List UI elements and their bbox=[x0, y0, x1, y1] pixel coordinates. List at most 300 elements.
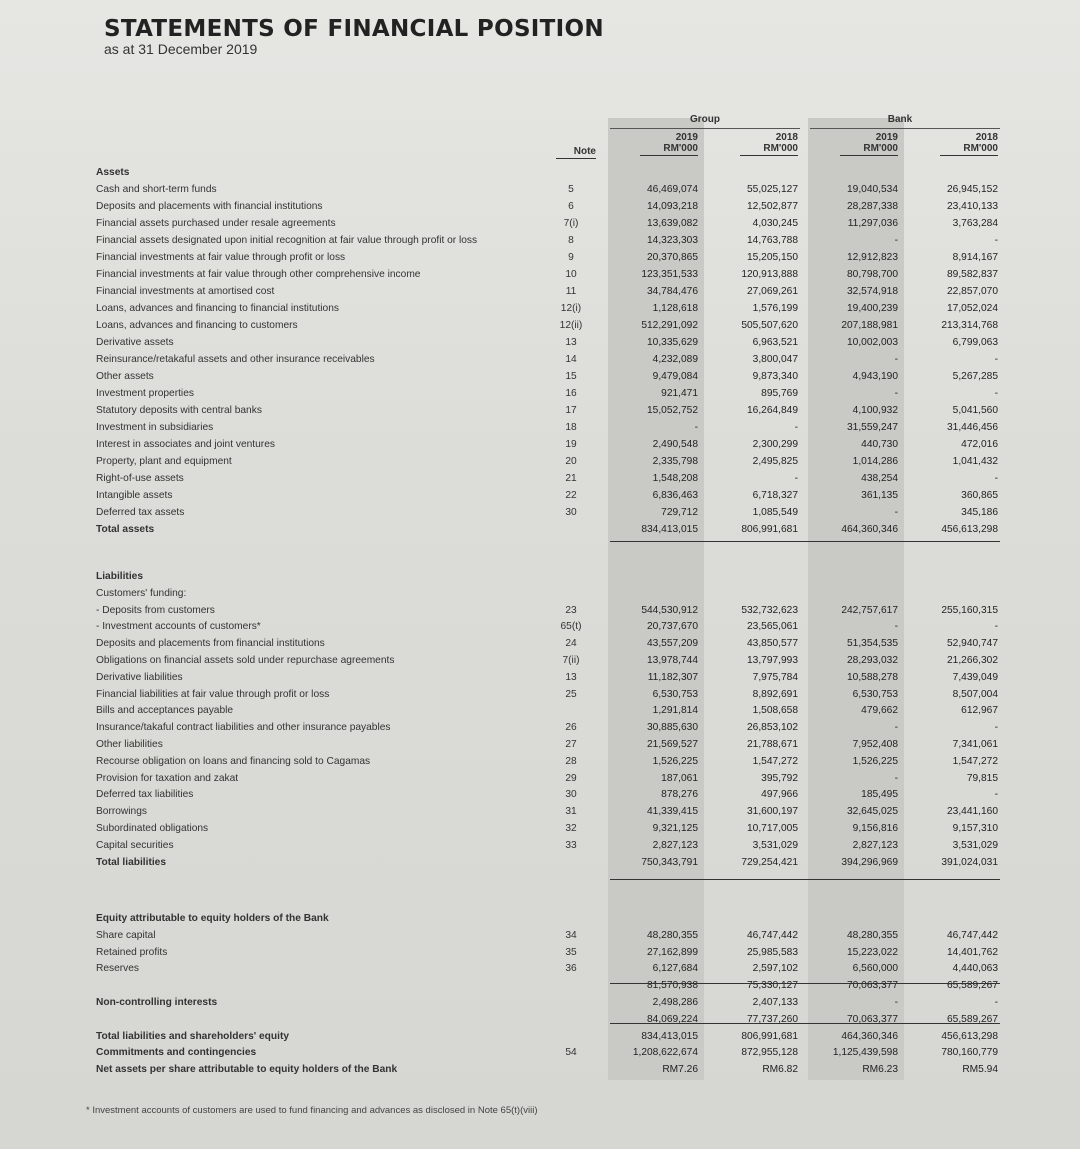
statement-row bbox=[0, 839, 1080, 852]
value-group-2019: 6,127,684 bbox=[652, 963, 698, 975]
value-group-2018: 3,531,029 bbox=[752, 839, 798, 851]
value-group-2018: 31,600,197 bbox=[747, 806, 798, 818]
value-bank-2019: 15,223,022 bbox=[847, 946, 898, 958]
row-label: Total liabilities bbox=[96, 856, 167, 868]
row-label: Total assets bbox=[96, 524, 155, 535]
equity-total-rule bbox=[610, 1023, 1000, 1024]
statement-row bbox=[0, 979, 1080, 992]
value-bank-2018: 1,041,432 bbox=[952, 456, 998, 467]
row-label: Equity attributable to equity holders of the Bank bbox=[96, 913, 329, 924]
value-group-2019: 6,530,753 bbox=[652, 688, 698, 700]
value-group-2018: 77,737,260 bbox=[747, 1013, 798, 1025]
row-note: 6 bbox=[568, 201, 574, 212]
row-label: Financial investments at fair value through other comprehensive income bbox=[96, 269, 421, 280]
value-bank-2018: 5,267,285 bbox=[952, 371, 998, 382]
statement-row bbox=[0, 387, 1080, 400]
value-bank-2018: - bbox=[994, 388, 998, 399]
value-group-2019: 4,232,089 bbox=[652, 354, 698, 365]
value-group-2018: 806,991,681 bbox=[741, 1030, 798, 1042]
value-group-2019: 187,061 bbox=[661, 772, 698, 784]
group-heading: Group bbox=[690, 114, 720, 125]
value-group-2018: - bbox=[794, 473, 798, 484]
value-group-2018: 6,718,327 bbox=[752, 490, 798, 501]
row-label: Financial investments at amortised cost bbox=[96, 286, 275, 297]
value-group-2019: 84,069,224 bbox=[647, 1013, 698, 1025]
row-note: 11 bbox=[565, 286, 577, 297]
statement-row bbox=[0, 217, 1080, 230]
value-bank-2019: 28,287,338 bbox=[847, 201, 898, 212]
value-group-2018: 2,300,299 bbox=[752, 439, 798, 450]
value-group-2018: 1,085,549 bbox=[752, 507, 798, 518]
statement-row bbox=[0, 1046, 1080, 1059]
value-bank-2018: - bbox=[994, 621, 998, 633]
value-group-2018: 2,407,133 bbox=[752, 997, 798, 1008]
value-group-2018: 895,769 bbox=[761, 388, 798, 399]
row-label: Assets bbox=[96, 167, 130, 178]
statement-row bbox=[0, 506, 1080, 519]
row-note: 34 bbox=[565, 929, 577, 941]
value-bank-2019: 440,730 bbox=[861, 439, 898, 450]
value-group-2019: 20,737,670 bbox=[647, 621, 698, 633]
value-bank-2018: 23,410,133 bbox=[947, 201, 998, 212]
value-bank-2018: 8,914,167 bbox=[952, 252, 998, 263]
value-bank-2019: 19,400,239 bbox=[847, 303, 898, 314]
value-group-2018: 3,800,047 bbox=[752, 354, 798, 365]
value-bank-2018: 14,401,762 bbox=[947, 946, 998, 958]
statement-row bbox=[0, 421, 1080, 434]
value-bank-2018: 4,440,063 bbox=[952, 963, 998, 975]
value-group-2019: 13,639,082 bbox=[647, 218, 698, 229]
value-bank-2019: 361,135 bbox=[861, 490, 898, 501]
statement-row bbox=[0, 1030, 1080, 1043]
value-bank-2018: - bbox=[994, 997, 998, 1008]
value-bank-2019: 394,296,969 bbox=[841, 856, 898, 868]
row-label: Investment in subsidiaries bbox=[96, 422, 214, 433]
value-group-2019: 48,280,355 bbox=[647, 929, 698, 941]
value-bank-2019: 32,574,918 bbox=[847, 286, 898, 297]
statement-row bbox=[0, 772, 1080, 785]
value-group-2018: 15,205,150 bbox=[747, 252, 798, 263]
value-bank-2019: - bbox=[894, 388, 898, 399]
value-group-2018: 1,508,658 bbox=[752, 705, 798, 717]
value-bank-2019: - bbox=[894, 621, 898, 633]
col-header-bank-2019: 2019 RM'000 bbox=[840, 132, 898, 156]
row-label: Non-controlling interests bbox=[96, 997, 218, 1008]
value-bank-2019: 207,188,981 bbox=[841, 320, 898, 331]
value-bank-2019: 48,280,355 bbox=[847, 929, 898, 941]
value-group-2018: RM6.82 bbox=[762, 1064, 798, 1076]
value-bank-2019: 6,560,000 bbox=[852, 963, 898, 975]
row-note: 30 bbox=[565, 507, 577, 518]
row-note: 32 bbox=[565, 823, 577, 834]
value-group-2019: 46,469,074 bbox=[647, 184, 698, 195]
value-group-2018: 7,975,784 bbox=[752, 671, 798, 683]
statement-row bbox=[0, 523, 1080, 536]
value-bank-2018: 23,441,160 bbox=[947, 806, 998, 818]
value-group-2019: 2,490,548 bbox=[652, 439, 698, 450]
row-note: 13 bbox=[565, 671, 577, 683]
value-group-2018: 1,547,272 bbox=[752, 755, 798, 767]
statement-row bbox=[0, 404, 1080, 417]
row-label: Financial assets designated upon initial recognition at fair value through profit or loss bbox=[96, 235, 478, 246]
value-group-2019: 30,885,630 bbox=[647, 722, 698, 734]
value-group-2018: - bbox=[794, 422, 798, 433]
liabilities-total-rule bbox=[610, 879, 1000, 880]
value-bank-2018: 31,446,456 bbox=[947, 422, 998, 433]
value-bank-2019: 242,757,617 bbox=[841, 604, 898, 616]
row-label: Other assets bbox=[96, 371, 154, 382]
row-note: 30 bbox=[565, 789, 577, 801]
row-label: Deposits and placements from financial institutions bbox=[96, 638, 325, 650]
row-label: Property, plant and equipment bbox=[96, 456, 232, 467]
value-bank-2019: 10,588,278 bbox=[847, 671, 898, 683]
value-bank-2018: 8,507,004 bbox=[952, 688, 998, 700]
value-bank-2019: 438,254 bbox=[861, 473, 898, 484]
row-note: 14 bbox=[565, 354, 577, 365]
value-group-2019: 20,370,865 bbox=[647, 252, 698, 263]
value-group-2018: 9,873,340 bbox=[752, 371, 798, 382]
value-bank-2019: 1,526,225 bbox=[852, 755, 898, 767]
value-bank-2019: 1,125,439,598 bbox=[832, 1047, 898, 1059]
statement-row bbox=[0, 353, 1080, 366]
value-bank-2019: 185,495 bbox=[861, 789, 898, 801]
statement-row bbox=[0, 234, 1080, 247]
value-bank-2018: 456,613,298 bbox=[941, 524, 998, 535]
value-bank-2019: 7,952,408 bbox=[852, 739, 898, 750]
value-bank-2019: 70,063,377 bbox=[847, 980, 898, 992]
value-bank-2019: - bbox=[894, 772, 898, 784]
value-group-2018: 120,913,888 bbox=[741, 269, 798, 280]
note-column-header: Note bbox=[556, 146, 596, 159]
row-note: 33 bbox=[565, 839, 577, 851]
row-note: 17 bbox=[565, 405, 577, 416]
value-group-2018: 10,717,005 bbox=[747, 823, 798, 834]
row-note: 28 bbox=[565, 755, 577, 767]
statement-row bbox=[0, 946, 1080, 959]
value-group-2019: RM7.26 bbox=[662, 1064, 698, 1076]
row-note: 21 bbox=[565, 473, 577, 484]
row-note: 24 bbox=[565, 638, 577, 650]
value-group-2018: 13,797,993 bbox=[747, 655, 798, 666]
row-label: Obligations on financial assets sold under repurchase agreements bbox=[96, 655, 395, 666]
value-bank-2018: 52,940,747 bbox=[947, 638, 998, 650]
row-label: Financial assets purchased under resale agreements bbox=[96, 218, 336, 229]
value-bank-2018: 456,613,298 bbox=[941, 1030, 998, 1042]
value-bank-2019: 80,798,700 bbox=[847, 269, 898, 280]
row-note: 29 bbox=[565, 772, 577, 784]
value-group-2018: 872,955,128 bbox=[741, 1047, 798, 1059]
value-bank-2019: - bbox=[894, 997, 898, 1008]
row-note: 9 bbox=[568, 252, 574, 263]
value-group-2019: 21,569,527 bbox=[647, 739, 698, 750]
row-note: 36 bbox=[565, 963, 577, 975]
value-group-2018: 1,576,199 bbox=[752, 303, 798, 314]
statement-row bbox=[0, 587, 1080, 600]
value-bank-2018: 5,041,560 bbox=[952, 405, 998, 416]
value-group-2018: 25,985,583 bbox=[747, 946, 798, 958]
statement-row bbox=[0, 996, 1080, 1009]
statement-row bbox=[0, 738, 1080, 751]
row-note: 12(i) bbox=[560, 303, 582, 314]
value-group-2019: - bbox=[694, 422, 698, 433]
value-bank-2018: 7,341,061 bbox=[952, 739, 998, 750]
col-header-group-2018: 2018 RM'000 bbox=[740, 132, 798, 156]
page-subtitle: as at 31 December 2019 bbox=[104, 41, 258, 57]
row-note: 8 bbox=[568, 235, 574, 246]
value-group-2018: 75,330,127 bbox=[747, 980, 798, 992]
statement-row bbox=[0, 570, 1080, 583]
value-group-2018: 21,788,671 bbox=[747, 739, 798, 750]
value-group-2018: 6,963,521 bbox=[752, 337, 798, 348]
row-label: Reinsurance/retakaful assets and other insurance receivables bbox=[96, 354, 375, 365]
value-bank-2018: - bbox=[994, 722, 998, 734]
value-group-2019: 11,182,307 bbox=[647, 671, 698, 683]
value-bank-2018: - bbox=[994, 473, 998, 484]
value-bank-2019: 32,645,025 bbox=[847, 806, 898, 818]
row-label: Interest in associates and joint ventures bbox=[96, 439, 275, 450]
statement-row bbox=[0, 805, 1080, 818]
value-group-2018: 729,254,421 bbox=[741, 856, 798, 868]
row-note: 10 bbox=[565, 269, 577, 280]
value-group-2018: 26,853,102 bbox=[747, 722, 798, 734]
value-group-2019: 9,479,084 bbox=[652, 371, 698, 382]
value-group-2019: 43,557,209 bbox=[647, 638, 698, 650]
value-bank-2019: - bbox=[894, 235, 898, 246]
row-label: Investment properties bbox=[96, 388, 194, 399]
statement-row bbox=[0, 268, 1080, 281]
value-group-2019: 81,570,938 bbox=[647, 980, 698, 992]
value-group-2019: 41,339,415 bbox=[647, 806, 698, 818]
value-group-2019: 878,276 bbox=[661, 789, 698, 801]
value-bank-2018: 345,186 bbox=[961, 507, 998, 518]
value-bank-2019: 464,360,346 bbox=[841, 1030, 898, 1042]
footnote: * Investment accounts of customers are used to fund financing and advances as disclosed in Note 65(t)(viii) bbox=[86, 1105, 538, 1116]
value-bank-2019: 4,943,190 bbox=[852, 371, 898, 382]
value-group-2019: 834,413,015 bbox=[641, 1030, 698, 1042]
value-bank-2018: 7,439,049 bbox=[952, 671, 998, 683]
value-bank-2019: 28,293,032 bbox=[847, 655, 898, 666]
row-note: 13 bbox=[565, 337, 577, 348]
statement-row bbox=[0, 637, 1080, 650]
row-note: 7(ii) bbox=[562, 655, 580, 666]
row-label: Customers' funding: bbox=[96, 587, 187, 599]
row-note: 5 bbox=[568, 184, 574, 195]
value-bank-2018: 472,016 bbox=[961, 439, 998, 450]
value-group-2019: 750,343,791 bbox=[641, 856, 698, 868]
value-group-2019: 1,291,814 bbox=[652, 705, 698, 717]
row-note: 20 bbox=[565, 456, 577, 467]
row-label: Liabilities bbox=[96, 571, 143, 582]
row-note: 22 bbox=[565, 490, 577, 501]
row-label: Other liabilities bbox=[96, 739, 163, 750]
value-bank-2018: 6,799,063 bbox=[952, 337, 998, 348]
row-label: Borrowings bbox=[96, 806, 147, 818]
statement-row bbox=[0, 183, 1080, 196]
statement-row bbox=[0, 929, 1080, 942]
col-header-group-2019: 2019 RM'000 bbox=[640, 132, 698, 156]
assets-total-rule bbox=[610, 541, 1000, 542]
statement-row bbox=[0, 285, 1080, 298]
value-group-2019: 729,712 bbox=[661, 507, 698, 518]
value-bank-2018: 17,052,024 bbox=[947, 303, 998, 314]
row-label: Financial liabilities at fair value through profit or loss bbox=[96, 688, 330, 700]
value-group-2018: 505,507,620 bbox=[741, 320, 798, 331]
value-group-2019: 2,335,798 bbox=[652, 456, 698, 467]
value-group-2018: 2,495,825 bbox=[752, 456, 798, 467]
value-group-2018: 23,565,061 bbox=[747, 621, 798, 633]
value-bank-2019: 2,827,123 bbox=[852, 839, 898, 851]
equity-subtotal-rule bbox=[610, 983, 1000, 984]
row-label: Derivative assets bbox=[96, 337, 174, 348]
value-bank-2019: 31,559,247 bbox=[847, 422, 898, 433]
value-bank-2019: 12,912,823 bbox=[847, 252, 898, 263]
row-note: 27 bbox=[565, 739, 577, 750]
row-label: Derivative liabilities bbox=[96, 671, 183, 683]
row-note: 23 bbox=[565, 604, 577, 616]
value-group-2019: 9,321,125 bbox=[652, 823, 698, 834]
statement-row bbox=[0, 438, 1080, 451]
bank-heading: Bank bbox=[887, 114, 913, 125]
row-label: Provision for taxation and zakat bbox=[96, 772, 239, 784]
value-group-2019: 1,208,622,674 bbox=[632, 1047, 698, 1059]
value-group-2019: 1,548,208 bbox=[652, 473, 698, 484]
statement-row bbox=[0, 721, 1080, 734]
row-label: Cash and short-term funds bbox=[96, 184, 217, 195]
value-group-2018: 806,991,681 bbox=[741, 524, 798, 535]
value-group-2019: 921,471 bbox=[661, 388, 698, 399]
row-note: 7(i) bbox=[563, 218, 579, 229]
value-bank-2018: 21,266,302 bbox=[947, 655, 998, 666]
value-bank-2018: - bbox=[994, 789, 998, 801]
row-note: 65(t) bbox=[560, 621, 582, 633]
value-bank-2019: - bbox=[894, 354, 898, 365]
row-label: Statutory deposits with central banks bbox=[96, 405, 262, 416]
statement-row bbox=[0, 755, 1080, 768]
statement-row bbox=[0, 604, 1080, 617]
row-label: Net assets per share attributable to equity holders of the Bank bbox=[96, 1064, 398, 1076]
value-group-2018: 12,502,877 bbox=[747, 201, 798, 212]
value-group-2019: 6,836,463 bbox=[652, 490, 698, 501]
row-note: 54 bbox=[565, 1047, 577, 1059]
row-label: Retained profits bbox=[96, 946, 168, 958]
bank-heading-rule bbox=[810, 128, 1000, 129]
row-note: 25 bbox=[565, 688, 577, 700]
col-header-bank-2018: 2018 RM'000 bbox=[940, 132, 998, 156]
value-bank-2019: 6,530,753 bbox=[852, 688, 898, 700]
row-label: Commitments and contingencies bbox=[96, 1047, 257, 1059]
value-bank-2019: 19,040,534 bbox=[847, 184, 898, 195]
value-bank-2019: 1,014,286 bbox=[852, 456, 898, 467]
row-label: Subordinated obligations bbox=[96, 823, 209, 834]
row-note: 19 bbox=[565, 439, 577, 450]
statement-row bbox=[0, 166, 1080, 179]
value-bank-2018: - bbox=[994, 235, 998, 246]
value-bank-2019: 479,662 bbox=[861, 705, 898, 717]
statement-row bbox=[0, 489, 1080, 502]
value-group-2018: 532,732,623 bbox=[741, 604, 798, 616]
value-bank-2018: 79,815 bbox=[966, 772, 998, 784]
statement-row bbox=[0, 455, 1080, 468]
value-bank-2018: - bbox=[994, 354, 998, 365]
row-note: 12(ii) bbox=[559, 320, 583, 331]
value-group-2019: 14,323,303 bbox=[647, 235, 698, 246]
value-bank-2018: 26,945,152 bbox=[947, 184, 998, 195]
value-group-2018: 55,025,127 bbox=[747, 184, 798, 195]
value-group-2018: 395,792 bbox=[761, 772, 798, 784]
group-heading-rule bbox=[610, 128, 800, 129]
row-note: 31 bbox=[565, 806, 577, 818]
value-bank-2018: 9,157,310 bbox=[952, 823, 998, 834]
row-label: Deferred tax assets bbox=[96, 507, 185, 518]
statement-row bbox=[0, 688, 1080, 701]
statement-row bbox=[0, 251, 1080, 264]
statement-row bbox=[0, 654, 1080, 667]
value-group-2019: 13,978,744 bbox=[647, 655, 698, 666]
row-note: 15 bbox=[565, 371, 577, 382]
statement-row bbox=[0, 671, 1080, 684]
statement-row bbox=[0, 302, 1080, 315]
row-label: Deferred tax liabilities bbox=[96, 789, 194, 801]
value-group-2019: 544,530,912 bbox=[641, 604, 698, 616]
value-bank-2019: 9,156,816 bbox=[852, 823, 898, 834]
statement-row bbox=[0, 704, 1080, 717]
statement-row bbox=[0, 319, 1080, 332]
row-label: Deposits and placements with financial institutions bbox=[96, 201, 323, 212]
value-bank-2019: 70,063,377 bbox=[847, 1013, 898, 1025]
statement-row bbox=[0, 620, 1080, 633]
value-bank-2018: 3,763,284 bbox=[952, 218, 998, 229]
row-label: Right-of-use assets bbox=[96, 473, 184, 484]
row-label: Insurance/takaful contract liabilities and other insurance payables bbox=[96, 722, 391, 734]
row-label: Reserves bbox=[96, 963, 140, 975]
value-bank-2018: 780,160,779 bbox=[941, 1047, 998, 1059]
row-label: Recourse obligation on loans and financing sold to Cagamas bbox=[96, 755, 371, 767]
statement-row bbox=[0, 856, 1080, 869]
value-bank-2019: - bbox=[894, 507, 898, 518]
value-group-2019: 2,498,286 bbox=[652, 997, 698, 1008]
statement-row bbox=[0, 200, 1080, 213]
value-group-2019: 27,162,899 bbox=[647, 946, 698, 958]
value-group-2019: 34,784,476 bbox=[647, 286, 698, 297]
value-group-2018: 4,030,245 bbox=[752, 218, 798, 229]
value-bank-2019: 4,100,932 bbox=[852, 405, 898, 416]
value-group-2018: 46,747,442 bbox=[747, 929, 798, 941]
value-group-2018: 14,763,788 bbox=[747, 235, 798, 246]
value-group-2018: 497,966 bbox=[761, 789, 798, 801]
value-group-2019: 2,827,123 bbox=[652, 839, 698, 851]
value-group-2018: 2,597,102 bbox=[752, 963, 798, 975]
value-bank-2018: 65,589,267 bbox=[947, 980, 998, 992]
value-bank-2018: 255,160,315 bbox=[941, 604, 998, 616]
row-label: Loans, advances and financing to financial institutions bbox=[96, 303, 339, 314]
statement-row bbox=[0, 1063, 1080, 1076]
value-group-2019: 15,052,752 bbox=[647, 405, 698, 416]
value-group-2019: 834,413,015 bbox=[641, 524, 698, 535]
value-group-2019: 123,351,533 bbox=[641, 269, 698, 280]
value-group-2018: 43,850,577 bbox=[747, 638, 798, 650]
value-bank-2019: 464,360,346 bbox=[841, 524, 898, 535]
value-group-2019: 10,335,629 bbox=[647, 337, 698, 348]
statement-row bbox=[0, 336, 1080, 349]
value-bank-2018: 22,857,070 bbox=[947, 286, 998, 297]
value-bank-2019: 51,354,535 bbox=[847, 638, 898, 650]
value-group-2018: 27,069,261 bbox=[747, 286, 798, 297]
row-label: - Investment accounts of customers* bbox=[96, 621, 261, 633]
value-bank-2019: RM6.23 bbox=[862, 1064, 898, 1076]
statement-row bbox=[0, 788, 1080, 801]
value-bank-2018: 360,865 bbox=[961, 490, 998, 501]
row-note: 18 bbox=[565, 422, 577, 433]
